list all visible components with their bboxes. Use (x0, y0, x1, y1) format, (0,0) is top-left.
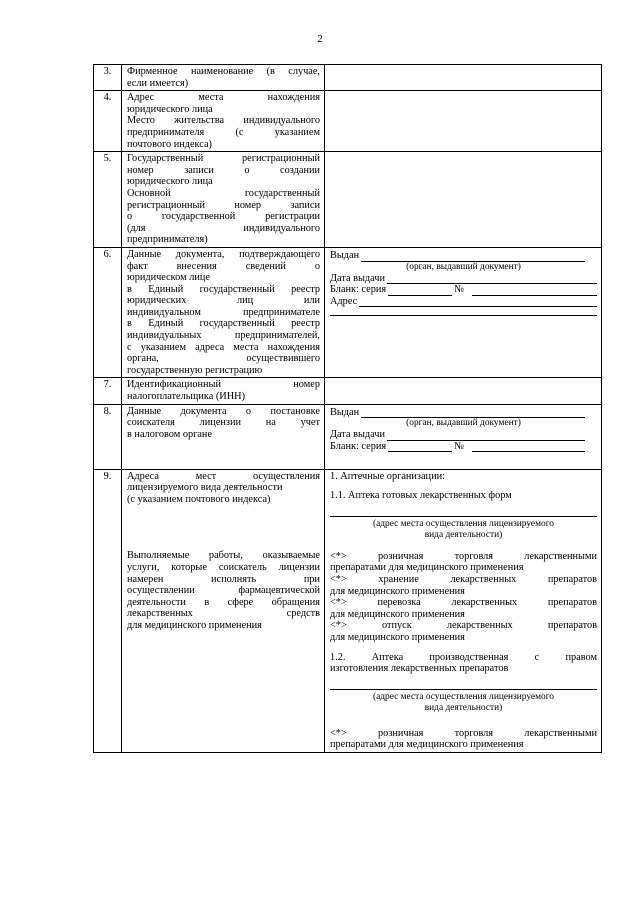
issuer-caption: (орган, выдавший документ) (406, 261, 521, 272)
label-line: услуги, которые соискатель лицензии (127, 562, 320, 573)
application-table (93, 64, 602, 753)
form-number-field[interactable] (472, 285, 597, 296)
label-line: о государственной регистрации (127, 211, 320, 223)
address-caption: вида деятельности) (424, 702, 503, 713)
issue-date-field[interactable] (387, 430, 585, 441)
issued-by-field[interactable] (361, 251, 585, 262)
label-line: Государственный регистрационный (127, 153, 320, 165)
label-line: Идентификационный номер (127, 379, 320, 391)
page-number: 2 (317, 34, 323, 45)
label-line: факт внесения сведений о (127, 260, 320, 272)
form-series-field[interactable] (388, 441, 452, 452)
label-line: юридическом лице (127, 272, 210, 284)
subsection-title: изготовления лекарственных препаратов (330, 663, 509, 675)
table-row (94, 378, 602, 404)
row-number: 3. (94, 65, 122, 91)
label-line: Фирменное наименование (в случае, (127, 66, 320, 77)
label-line: предпринимателя) (127, 234, 208, 246)
row-label (122, 65, 325, 91)
row-value (325, 404, 602, 469)
row-label (122, 378, 325, 404)
label-line: индивидуальных предпринимателей, (127, 330, 320, 342)
label-line: если имеется) (127, 77, 189, 89)
row-value[interactable] (325, 152, 602, 248)
activity-line: препаратами для медицинского применения (330, 562, 524, 574)
issued-by-label: Выдан (330, 406, 360, 418)
form-series-label: Бланк: серия (330, 440, 387, 452)
row-value (325, 469, 602, 752)
label-line: государственную регистрацию (127, 364, 263, 376)
label-line: с указанием адреса места нахождения (127, 341, 320, 353)
activity-line: <*> отпуск лекарственных препаратов (330, 620, 597, 632)
activity-item (330, 597, 597, 620)
activity-line: <*> хранение лекарственных препаратов (330, 574, 597, 585)
row-label (122, 91, 325, 152)
section-title: 1. Аптечные организации: (330, 470, 445, 482)
address-caption: вида деятельности) (424, 529, 503, 540)
activity-item (330, 728, 597, 751)
form-series-field[interactable] (388, 285, 452, 296)
label-line: Основной государственный (127, 187, 320, 199)
activity-line: <*> розничная торговля лекарственными (330, 550, 597, 562)
table-row (94, 152, 602, 248)
label-line: юридического лица (127, 176, 213, 188)
label-line: намерен исполнять при (127, 573, 320, 585)
row-value[interactable] (325, 378, 602, 404)
issue-date-field[interactable] (387, 273, 597, 284)
label-line: в налоговом органе (127, 428, 213, 440)
label-line: юридических лиц или (127, 295, 320, 307)
form-number-field[interactable] (472, 441, 585, 452)
address-caption: (адрес места осуществления лицензируемого (372, 691, 554, 702)
label-line: Данные документа о постановке (127, 405, 320, 417)
activity-line: <*> розничная торговля лекарственными (330, 727, 597, 739)
label-line: индивидуальном предпринимателе (127, 306, 320, 318)
activity-line: для медицинского применения (330, 585, 465, 597)
row-number: 8. (94, 404, 122, 469)
activity-line: для медицинского применения (330, 608, 465, 620)
label-line: почтового индекса) (127, 138, 212, 150)
row-number: 4. (94, 91, 122, 152)
row-label (122, 404, 325, 469)
label-line: Место жительства индивидуального (127, 115, 320, 127)
label-line: юридического лица (127, 103, 213, 115)
activity-item (330, 574, 597, 597)
label-line: лицензируемого вида деятельности (127, 482, 283, 494)
label-line: номер записи о создании (127, 164, 320, 176)
address-caption: (адрес места осуществления лицензируемого (372, 518, 554, 529)
label-line: лекарственных средств (127, 608, 320, 620)
label-line: соискателя лицензии на учет (127, 417, 320, 429)
table-row (94, 404, 602, 469)
row-number: 6. (94, 247, 122, 378)
label-line: предпринимателя (с указанием (127, 126, 320, 138)
label-line: регистрационный номер записи (127, 199, 320, 211)
row-label (122, 152, 325, 248)
label-line: Данные документа, подтверждающего (127, 248, 320, 260)
table-row (94, 91, 602, 152)
activity-line: для медицинского применения (330, 631, 465, 643)
label-line: деятельности в сфере обращения (127, 596, 320, 608)
label-line: (для индивидуального (127, 222, 320, 234)
label-line: налогоплательщика (ИНН) (127, 391, 246, 403)
label-line: в Единый государственный реестр (127, 283, 320, 295)
activity-line: препаратами для медицинского применения (330, 739, 524, 751)
label-line: в Единый государственный реестр (127, 318, 320, 330)
label-line: для медицинского применения (127, 619, 262, 631)
form-series-label: Бланк: серия (330, 284, 387, 296)
issued-by-field[interactable] (361, 407, 585, 418)
label-line: (с указанием почтового индекса) (127, 493, 271, 505)
table-row (94, 65, 602, 91)
row-label (122, 247, 325, 378)
subsection-title: 1.2. Аптека производственная с правом (330, 651, 597, 663)
row-label (122, 469, 325, 752)
row-number: 5. (94, 152, 122, 248)
label-line: осуществлении фармацевтической (127, 585, 320, 597)
label-line: органа, осуществившего (127, 353, 320, 365)
issue-date-label: Дата выдачи (330, 272, 385, 284)
row-number: 7. (94, 378, 122, 404)
table-row (94, 469, 602, 752)
activity-item (330, 551, 597, 574)
address-line-2[interactable] (330, 315, 597, 316)
issuer-caption: (орган, выдавший документ) (406, 418, 521, 429)
label-line: Адрес места нахождения (127, 92, 320, 104)
activity-line: <*> перевозка лекарственных препаратов (330, 597, 597, 609)
issue-date-label: Дата выдачи (330, 429, 385, 441)
row-value (325, 247, 602, 378)
row-number: 9. (94, 469, 122, 752)
activity-item (330, 620, 597, 643)
number-sign: № (454, 284, 464, 296)
label-line: Адреса мест осуществления (127, 470, 320, 482)
address-field[interactable] (359, 296, 597, 307)
number-sign: № (454, 440, 464, 452)
issued-by-label: Выдан (330, 249, 360, 261)
label-line: Выполняемые работы, оказываемые (127, 550, 320, 562)
table-row (94, 247, 602, 378)
row-value[interactable] (325, 91, 602, 152)
address-field[interactable] (330, 516, 597, 517)
subsection-title: 1.1. Аптека готовых лекарственных форм (330, 490, 512, 502)
address-label: Адрес (330, 295, 358, 307)
address-field[interactable] (330, 689, 597, 690)
row-value[interactable] (325, 65, 602, 91)
